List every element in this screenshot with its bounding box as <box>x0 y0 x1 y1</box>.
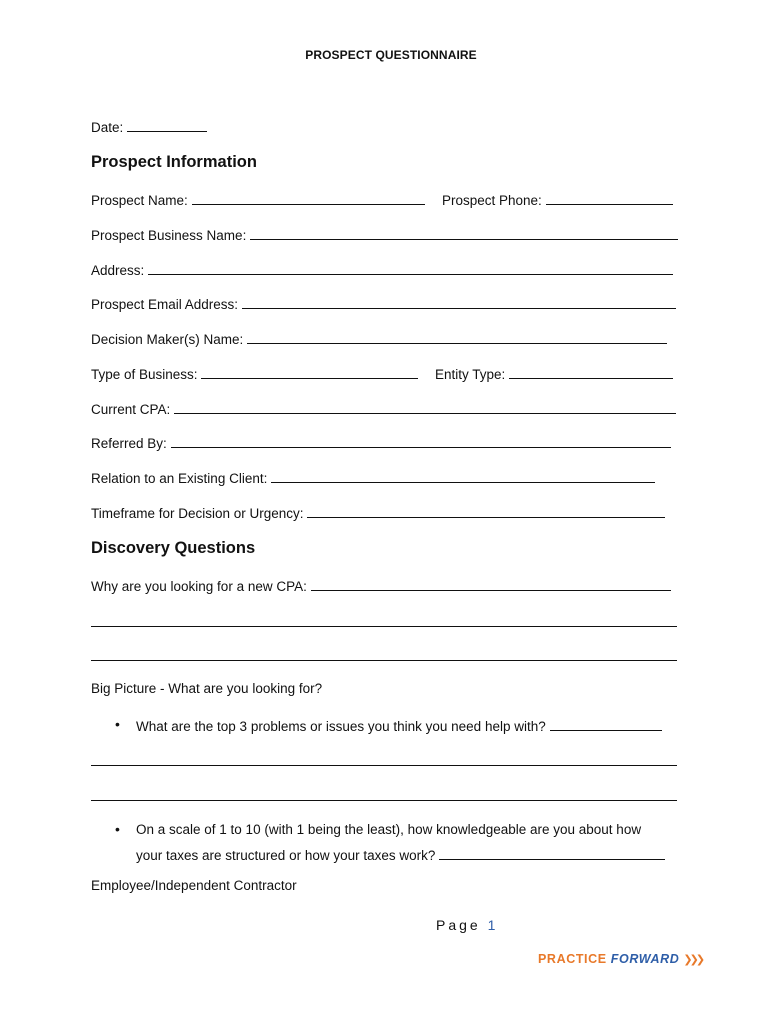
entity-type-label: Entity Type: <box>435 367 506 382</box>
top-problems-line-2[interactable] <box>91 765 677 766</box>
big-picture-label: Big Picture - What are you looking for? <box>91 681 323 696</box>
entity-type-row <box>435 365 673 383</box>
document-title: PROSPECT QUESTIONNAIRE <box>305 48 477 62</box>
employee-contractor-label: Employee/Independent Contractor <box>91 878 297 893</box>
why-cpa-label: Why are you looking for a new CPA: <box>91 579 307 594</box>
business-name-label: Prospect Business Name: <box>91 228 247 243</box>
page-label: Page <box>436 917 481 933</box>
date-row <box>91 118 207 136</box>
prospect-name-label: Prospect Name: <box>91 193 188 208</box>
decision-maker-field[interactable] <box>247 330 667 344</box>
business-type-field[interactable] <box>201 365 418 379</box>
discovery-heading: Discovery Questions <box>91 539 256 557</box>
prospect-info-heading: Prospect Information <box>91 153 257 171</box>
prospect-phone-row <box>442 191 673 209</box>
entity-type-field[interactable] <box>509 365 673 379</box>
timeframe-label: Timeframe for Decision or Urgency: <box>91 506 304 521</box>
current-cpa-label: Current CPA: <box>91 402 171 417</box>
current-cpa-row <box>91 400 676 418</box>
email-row <box>91 295 676 313</box>
why-cpa-line-2[interactable] <box>91 626 677 627</box>
bullet-icon: • <box>115 821 120 837</box>
why-cpa-field[interactable] <box>311 577 671 591</box>
prospect-name-row <box>91 191 425 209</box>
page-number-value: 1 <box>487 917 496 933</box>
chevron-right-icon: ❯❯❯ <box>683 954 703 966</box>
business-type-label: Type of Business: <box>91 367 198 382</box>
business-name-row <box>91 226 678 244</box>
logo-practice: PRACTICE <box>538 952 607 966</box>
relation-row <box>91 469 655 487</box>
top-problems-row <box>136 717 662 735</box>
address-field[interactable] <box>148 261 673 275</box>
email-field[interactable] <box>242 295 676 309</box>
business-name-field[interactable] <box>250 226 678 240</box>
decision-maker-row <box>91 330 667 348</box>
knowledge-question-row <box>136 846 665 864</box>
decision-maker-label: Decision Maker(s) Name: <box>91 332 244 347</box>
practice-forward-logo <box>538 952 702 966</box>
page-number <box>436 917 495 933</box>
top-problems-label: What are the top 3 problems or issues you think you need help with? <box>136 719 546 734</box>
top-problems-line-3[interactable] <box>91 800 677 801</box>
email-label: Prospect Email Address: <box>91 297 239 312</box>
relation-field[interactable] <box>271 469 655 483</box>
timeframe-row <box>91 504 665 522</box>
why-cpa-line-3[interactable] <box>91 660 677 661</box>
knowledge-scale-field[interactable] <box>439 846 665 860</box>
bullet-icon: • <box>115 716 120 732</box>
prospect-phone-label: Prospect Phone: <box>442 193 542 208</box>
current-cpa-field[interactable] <box>174 400 676 414</box>
timeframe-field[interactable] <box>307 504 665 518</box>
logo-forward: FORWARD <box>610 952 680 966</box>
referred-by-field[interactable] <box>171 434 671 448</box>
referred-by-label: Referred By: <box>91 436 167 451</box>
why-cpa-row <box>91 577 671 595</box>
prospect-phone-field[interactable] <box>546 191 673 205</box>
relation-label: Relation to an Existing Client: <box>91 471 268 486</box>
top-problems-field[interactable] <box>550 717 662 731</box>
address-row <box>91 261 673 279</box>
date-label: Date: <box>91 120 124 135</box>
knowledge-question-line-2: your taxes are structured or how your taxes work? <box>136 848 436 863</box>
address-label: Address: <box>91 263 145 278</box>
date-field[interactable] <box>127 118 207 132</box>
prospect-name-field[interactable] <box>192 191 425 205</box>
knowledge-question-line-1: On a scale of 1 to 10 (with 1 being the least), how knowledgeable are you about how <box>136 822 642 837</box>
referred-by-row <box>91 434 671 452</box>
business-type-row <box>91 365 418 383</box>
